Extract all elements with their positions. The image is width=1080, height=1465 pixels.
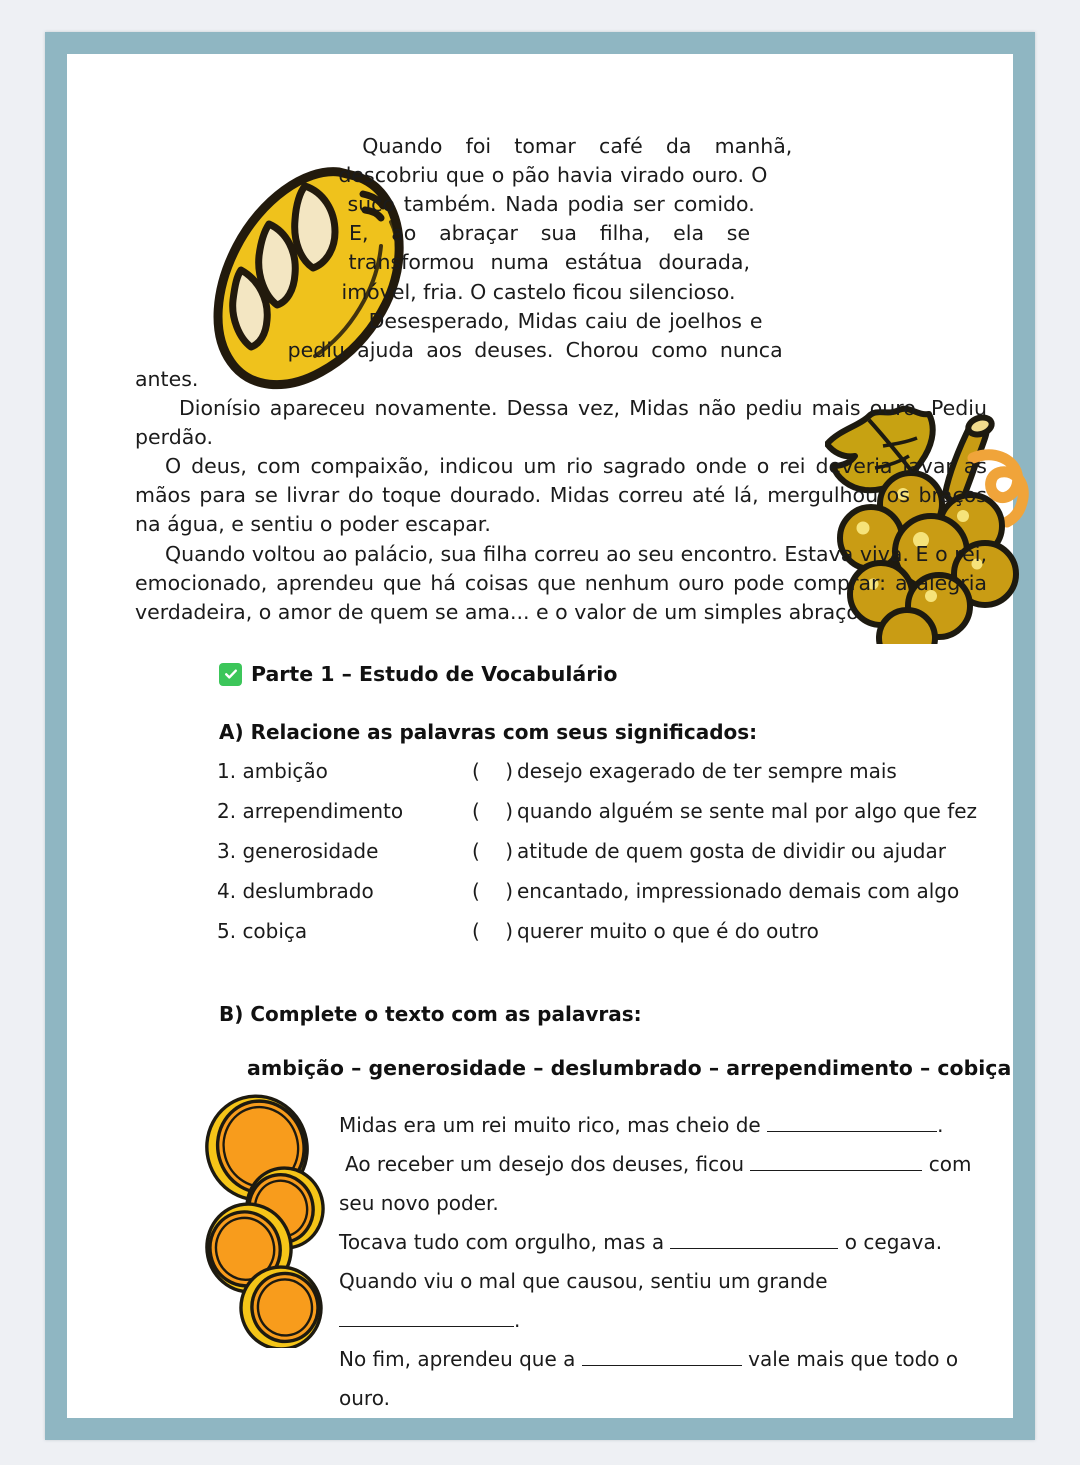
sentence-before: Ao receber um desejo dos deuses, ficou <box>345 1152 751 1176</box>
table-row <box>217 759 1007 799</box>
table-row <box>217 799 1007 839</box>
blank-field[interactable] <box>750 1149 922 1171</box>
match-answer-slot[interactable]: ( ) <box>472 759 514 783</box>
match-term: 5. cobiça <box>217 919 308 943</box>
match-definition: desejo exagerado de ter sempre mais <box>517 759 897 783</box>
matching-exercise-list <box>217 759 1007 959</box>
list-item <box>339 1262 1007 1340</box>
match-term: 3. generosidade <box>217 839 379 863</box>
list-item <box>339 1340 1007 1418</box>
story-paragraph: Desesperado, Midas caiu de joelhos e pediu ajuda aos deuses. Chorou como nunca antes. <box>135 308 783 391</box>
match-definition: encantado, impressionado demais com algo <box>517 879 960 903</box>
match-answer-slot[interactable]: ( ) <box>472 839 514 863</box>
fill-in-the-blank-sentences <box>339 1106 1007 1418</box>
story-paragraph: Quando voltou ao palácio, sua filha correu ao seu encontro. Estava viva. E o rei, emocionado, aprendeu que há coisas que nenhum ouro pode comprar: a alegria verdadeira, o amor de quem se ama... e o valor de um simples abraço. <box>135 541 987 624</box>
story-paragraph: O deus, com compaixão, indicou um rio sagrado onde o rei deveria lavar as mãos para se livrar do toque dourado. Midas correu até lá, mergulhou os braços na água, e sentiu o poder escapar. <box>135 454 987 537</box>
worksheet-page-border <box>45 32 1035 1440</box>
match-term: 2. arrependimento <box>217 799 404 823</box>
sentence-after: com seu novo poder. <box>339 1152 972 1215</box>
sentence-after: o cegava. <box>838 1230 943 1254</box>
check-square-icon <box>219 663 242 686</box>
blank-field[interactable] <box>670 1227 838 1249</box>
match-definition: querer muito o que é do outro <box>517 919 819 943</box>
match-definition: quando alguém se sente mal por algo que fez <box>517 799 978 823</box>
sentence-before: Midas era um rei muito rico, mas cheio de <box>339 1113 768 1137</box>
table-row <box>217 919 1007 959</box>
sentence-before: Tocava tudo com orgulho, mas a <box>339 1230 671 1254</box>
match-answer-slot[interactable]: ( ) <box>472 799 514 823</box>
list-item <box>339 1145 1007 1223</box>
match-answer-slot[interactable]: ( ) <box>472 879 514 903</box>
gold-coins-illustration <box>195 1090 335 1348</box>
table-row <box>217 879 1007 919</box>
match-term: 4. deslumbrado <box>217 879 374 903</box>
bread-text-wrap <box>135 126 345 341</box>
grapes-text-wrap <box>755 136 987 374</box>
sentence-after: vale mais que todo o ouro. <box>339 1347 959 1410</box>
blank-field[interactable] <box>767 1110 937 1132</box>
story-text <box>135 132 987 627</box>
match-definition: atitude de quem gosta de dividir ou ajudar <box>517 839 946 863</box>
part1-title: Parte 1 – Estudo de Vocabulário <box>251 662 618 686</box>
story-paragraph: Dionísio apareceu novamente. Dessa vez, Midas não pediu mais ouro. Pediu perdão. <box>135 395 987 450</box>
worksheet-sheet <box>67 54 1013 1418</box>
exercise-b-heading: B) Complete o texto com as palavras: <box>219 1002 642 1026</box>
list-item <box>339 1223 1007 1262</box>
sentence-before: Quando viu o mal que causou, sentiu um grande <box>339 1269 828 1293</box>
blank-field[interactable] <box>582 1344 742 1366</box>
sentence-after: . <box>937 1113 944 1137</box>
story-paragraph: Quando foi tomar café da manhã, descobriu que o pão havia virado ouro. O suco também. Nada podia ser comido. E, ao abraçar sua filha, ela se transformou numa estátua dourada, imóvel, fria. O castelo ficou silencioso. <box>338 134 793 304</box>
list-item <box>339 1106 1007 1145</box>
blank-field[interactable] <box>339 1305 514 1327</box>
exercise-a-heading: A) Relacione as palavras com seus significados: <box>219 720 758 744</box>
sentence-after: . <box>514 1308 521 1332</box>
word-bank: ambição – generosidade – deslumbrado – arrependimento – cobiça <box>247 1056 1012 1080</box>
sentence-before: No fim, aprendeu que a <box>339 1347 582 1371</box>
match-term: 1. ambição <box>217 759 328 783</box>
table-row <box>217 839 1007 879</box>
part1-heading <box>219 662 617 686</box>
match-answer-slot[interactable]: ( ) <box>472 919 514 943</box>
